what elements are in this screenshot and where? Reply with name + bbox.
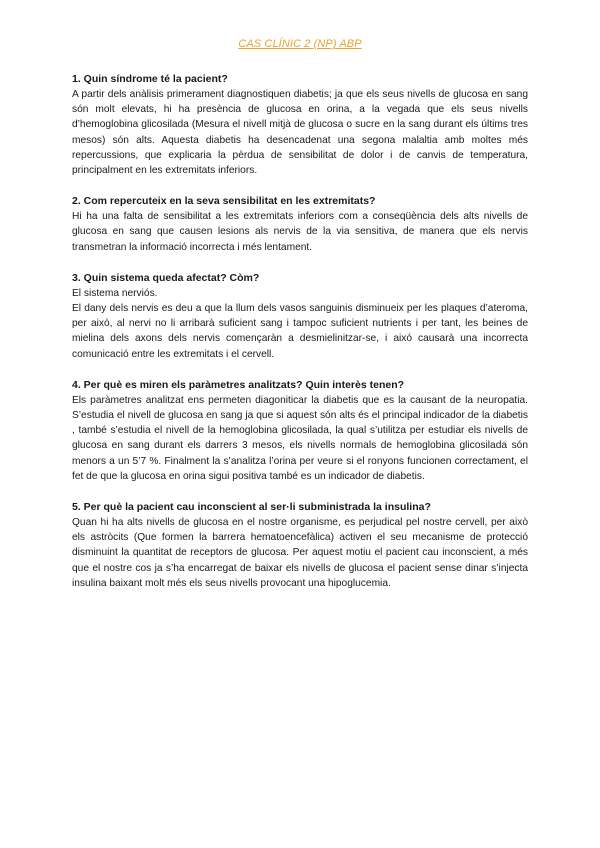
section-5 — [72, 500, 528, 591]
question-2: 2. Com repercuteix en la seva sensibilitat en les extremitats? — [72, 195, 376, 208]
answer-1-paragraph-1: A partir dels anàlisis primerament diagnostiquen diabetis; ja que els seus nivells de glucosa en sang són molt elevats, hi ha presència de glucosa en orina, a la vegada que els seus nivells d’hemoglobina glicosilada (Mesura el nivell mitjà de glucosa o sucre en la sang durant els últims tres mesos) són alts. Aquesta diabetis ha desencadenat una segona malaltia amb moltes més repercussions, que explicaria la pèrdua de sensibilitat de dolor i de canvis de temperatura, principalment en les extremitats inferiors. — [72, 89, 528, 177]
question-5: 5. Per què la pacient cau inconscient al ser·li subministrada la insulina? — [72, 501, 431, 514]
question-1: 1. Quin síndrome té la pacient? — [72, 73, 228, 85]
section-1 — [72, 72, 528, 178]
answer-3-paragraph-1: El sistema nerviós. — [72, 287, 158, 299]
answer-4-paragraph-1: Els paràmetres analitzat ens permeten diagoniticar la diabetis que es la causant de la neuropatia. S’estudia el nivell de glucosa en sang ja que si aquest són alts és el principal indicador de la diabetis , també s’estudia el nivell de la hemoglobina glicosilada, la qual s’utilitza per estudiar els nivells de glucosa en sang durant els darrers 3 mesos, els nivells normals de hemoglobina glicosilada són menors a un 5’7 %. Finalment la s’analitza l’orina per veure si el ronyons funcionen correctament, el fet de que la glucosa en orina sigui positiva també es un indicador de diabetis. — [72, 394, 528, 482]
answer-3-paragraph-2: El dany dels nervis es deu a que la llum dels vasos sanguinis disminueix per les plaques d’ateroma, per això, al nervi no li arribarà suficient sang i tampoc suficient nutrients i per tant, les beines de mielina dels axons dels nervis començaràn a desmielinitzar-se, i aixó causarà una incorrecta comunicació entre les extremitats i el cervell. — [72, 303, 528, 360]
section-2 — [72, 194, 528, 255]
document-title: CAS CLÍNIC 2 (NP) ABP — [238, 38, 362, 50]
answer-2-paragraph-1: Hi ha una falta de sensibilitat a les extremitats inferiors com a conseqüència dels alts nivells de glucosa en sang que causen lesions als nervis de la via sensitiva, de manera que els nervis transmetran la informació incorrecta i més lentament. — [72, 211, 528, 253]
question-4: 4. Per què es miren els paràmetres analitzats? Quin interès tenen? — [72, 378, 405, 391]
question-3: 3. Quin sistema queda afectat? Còm? — [72, 271, 260, 284]
section-3 — [72, 271, 528, 362]
answer-5-paragraph-1: Quan hi ha alts nivells de glucosa en el nostre organisme, es perjudical pel nostre cervell, per això els astròcits (Que formen la barrera hematoencefàlica) activen el seu mecanisme de protecció disminuint la quantitat de receptors de glucosa. Per aquest motiu el pacient cau inconscient, a més que el nostre cos ja s’ha encarregat de baixar els nivells de glucosa el pacient sense dinar s’injecta insulina baixant molt més els seus nivells provocant una hipoglucemia. — [72, 517, 528, 589]
section-4 — [72, 378, 528, 484]
